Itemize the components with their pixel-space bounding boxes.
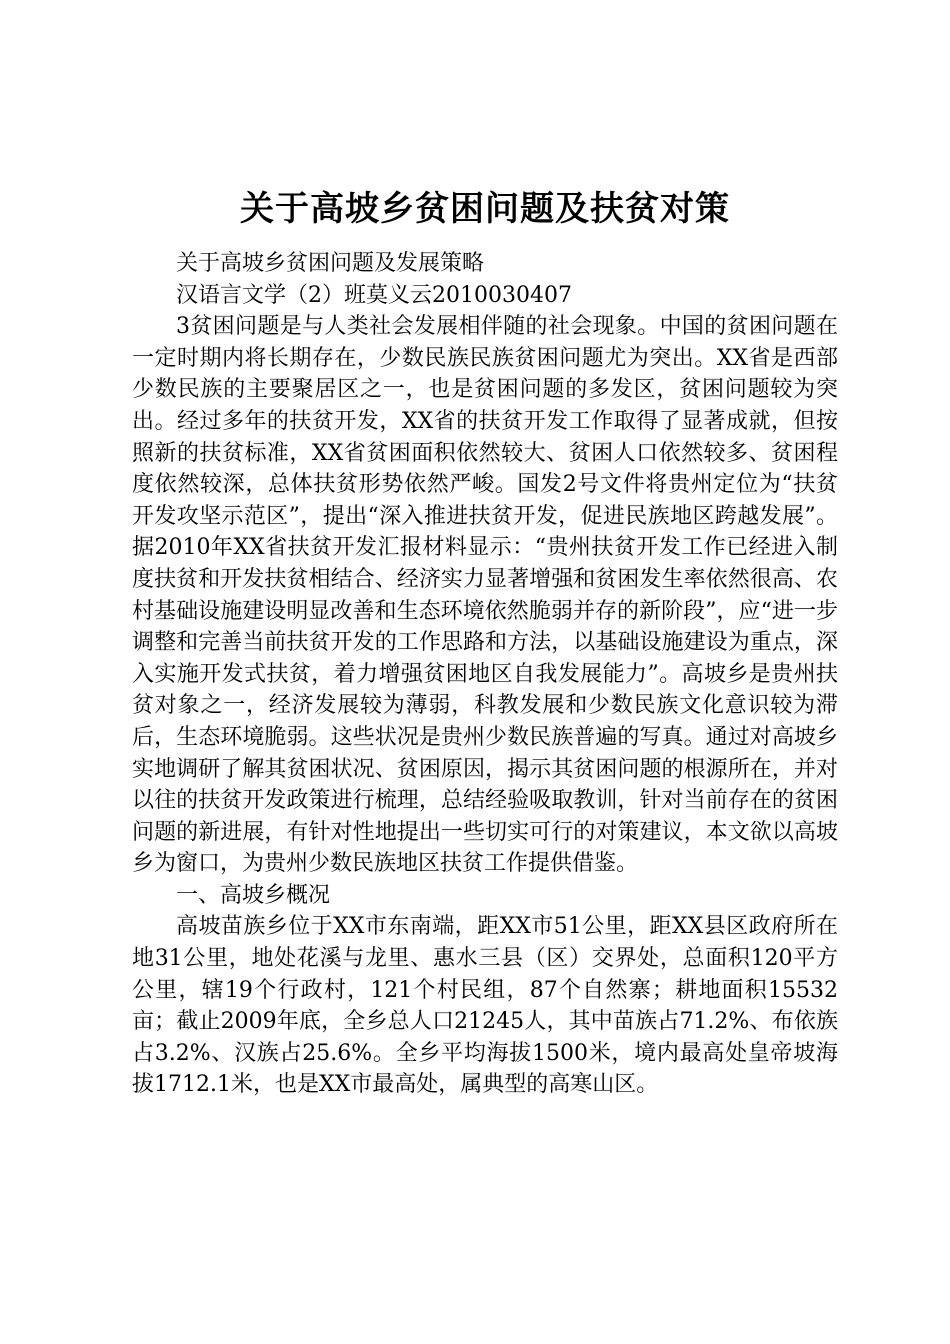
document-page bbox=[132, 180, 838, 1101]
document-subtitle: 关于高坡乡贫困问题及发展策略 bbox=[176, 251, 485, 276]
document-title: 关于高坡乡贫困问题及扶贫对策 bbox=[240, 189, 730, 229]
section-heading-overview: 一、高坡乡概况 bbox=[176, 882, 331, 908]
body-paragraph-intro: 3贫困问题是与人类社会发展相伴随的社会现象。中国的贫困问题在一定时期内将长期存在，少数民族民族贫困问题尤为突出。XX省是西部少数民族的主要聚居区之一，也是贫困问题的多发区，贫困问题较为突出。经过多年的扶贫开发，XX省的扶贫开发工作取得了显著成就，但按照新的扶贫标准，XX省贫困面积依然较大、贫困人口依然较多、贫困程度依然较深，总体扶贫形势依然严峻。国发2号文件将贵州定位为“扶贫开发攻坚示范区”，提出“深入推进扶贫开发，促进民族地区跨越发展”。据2010年XX省扶贫开发汇报材料显示：“贵州扶贫开发工作已经进入制度扶贫和开发扶贫相结合、经济实力显著增强和贫困发生率依然很高、农村基础设施建设明显改善和生态环境依然脆弱并存的新阶段”，应“进一步调整和完善当前扶贫开发的工作思路和方法，以基础设施建设为重点，深入实施开发式扶贫，着力增强贫困地区自我发展能力”。高坡乡是贵州扶贫对象之一，经济发展较为薄弱，科教发展和少数民族文化意识较为滞后，生态环境脆弱。这些状况是贵州少数民族普遍的写真。通过对高坡乡实地调研了解其贫困状况、贫困原因，揭示其贫困问题的根源所在，并对以往的扶贫开发政策进行梳理，总结经验吸取教训，针对当前存在的贫困问题的新进展，有针对性地提出一些切实可行的对策建议，本文欲以高坡乡为窗口，为贵州少数民族地区扶贫工作提供借鉴。 bbox=[132, 314, 838, 877]
author-line: 汉语言文学（2）班莫义云2010030407 bbox=[176, 282, 572, 308]
body-paragraph-overview: 高坡苗族乡位于XX市东南端，距XX市51公里，距XX县区政府所在地31公里，地处花溪与龙里、惠水三县（区）交界处，总面积120平方公里，辖19个行政村，121个村民组，87个自然寨；耕地面积15532亩；截止2009年底，全乡总人口21245人，其中苗族占71.2%、布依族占3.2%、汉族占25.6%。全乡平均海拔1500米，境内最高处皇帝坡海拔1712.1米，也是XX市最高处，属典型的高寒山区。 bbox=[132, 914, 838, 1098]
